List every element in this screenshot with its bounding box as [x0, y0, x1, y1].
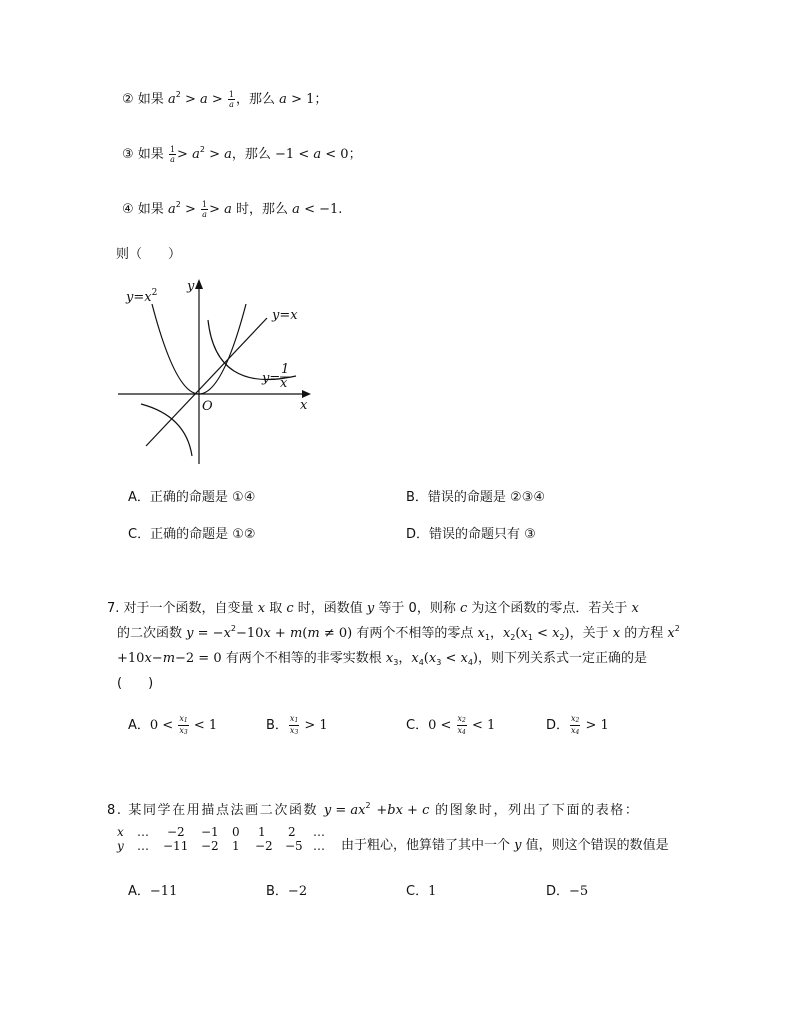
- reciprocal-one: 1: [281, 362, 290, 377]
- q7-line-1: 7. 对于一个函数，自变量 x 取 c 时，函数值 y 等于 0，则称 c 为这个函数的零点．若关于 x: [107, 601, 639, 616]
- q8-option-a[interactable]: A．−11: [128, 884, 178, 899]
- q6-option-c[interactable]: C．正确的命题是 ①②: [128, 527, 256, 542]
- curve-hyperbola-left: [141, 404, 192, 456]
- proposition-4: ④ 如果 $a^2$ > $\frac{1}{a}$ > a 时，那么 a < −1.: [122, 200, 343, 219]
- reciprocal-x: x: [280, 376, 288, 391]
- q6-option-b[interactable]: B．错误的命题是 ②③④: [406, 490, 546, 505]
- q8-line-2: 由于粗心，他算错了其中一个 y 值，则这个错误的数值是: [341, 838, 669, 853]
- proposition-2: ② 如果 $a^2 > a$ > $\frac{1}{a}$ ，那么 a > 1；: [122, 90, 328, 109]
- q7-line-3: +10x−m−2 = 0 有两个不相等的非零实数根 $x_3$，$x_4(x_3 < x_4)$，则下列关系式一定正确的是: [117, 651, 648, 667]
- question-prompt: 则（ ）: [116, 247, 182, 262]
- label-y-reciprocal: y=: [262, 371, 281, 386]
- q6-option-d[interactable]: D．错误的命题只有 ③: [406, 527, 536, 542]
- q8-option-d[interactable]: D．−5: [546, 884, 589, 899]
- q7-option-c[interactable]: C．0 < $\frac{x_2}{x_4}$ < 1: [406, 714, 496, 736]
- q6-option-a[interactable]: A．正确的命题是 ①④: [128, 490, 256, 505]
- label-y-x-squared: $y=x^2$: [126, 288, 158, 305]
- line-y-equals-x: [146, 318, 267, 446]
- q7-option-a[interactable]: A．0 < $\frac{x_1}{x_3}$ < 1: [128, 714, 218, 736]
- label-axis-y: y: [187, 279, 195, 294]
- x-axis-arrow: [302, 390, 311, 398]
- q7-option-d[interactable]: D． $\frac{x_2}{x_4}$ > 1: [546, 714, 609, 736]
- label-origin: O: [202, 399, 213, 414]
- q7-option-b[interactable]: B． $\frac{x_1}{x_3}$ > 1: [266, 714, 328, 736]
- y-axis-arrow: [195, 279, 203, 289]
- q8-line-1: 8. 某同学在用描点法画二次函数 $y = ax^2 +bx + c$ 的图象时，列出了下面的表格：: [107, 801, 640, 818]
- label-y-x: y=x: [272, 308, 298, 323]
- function-graph: [116, 276, 316, 471]
- q7-line-2: 的二次函数 $y = -x^2-10x + m(m \ne 0)$ 有两个不相等的零点 $x_1$，$x_2(x_1 < x_2)$，关于 x 的方程 $x^2$: [117, 624, 680, 642]
- proposition-3: ③ 如果 $\frac{1}{a}$ > $a^2 > a$，那么 −1 < a < 0；: [122, 145, 362, 164]
- label-axis-x: x: [300, 398, 308, 413]
- q8-option-c[interactable]: C．1: [406, 884, 437, 899]
- q8-option-b[interactable]: B．−2: [266, 884, 308, 899]
- q7-paren: ( ): [117, 676, 154, 691]
